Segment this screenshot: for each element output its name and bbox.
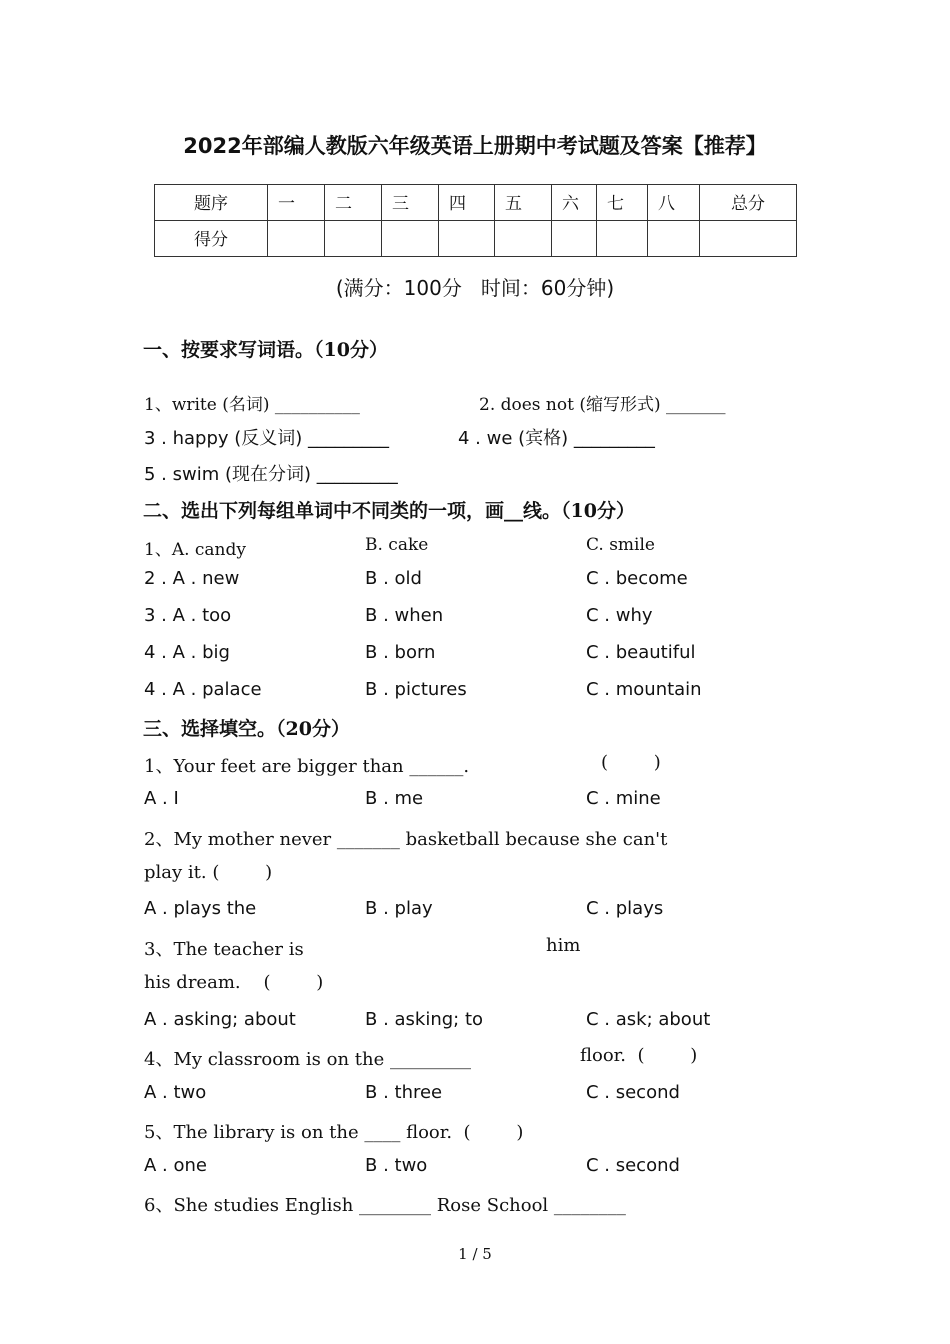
section3-q2-option-b: B . play xyxy=(365,898,433,919)
section3-q4-option-b: B . three xyxy=(365,1082,443,1103)
section3-q3-line1: 3、The teacher is xyxy=(144,939,304,960)
score-input-cell[interactable] xyxy=(268,221,325,257)
score-header-cell: 题序 xyxy=(155,185,268,221)
section3-q1-option-a: A . I xyxy=(144,788,179,809)
score-table-header-row xyxy=(155,185,797,221)
score-input-cell[interactable] xyxy=(597,221,648,257)
section3-q4-option-a: A . two xyxy=(144,1082,207,1103)
section3-q1-option-b: B . me xyxy=(365,788,424,809)
full-score-note: (满分：100分 时间：60分钟) xyxy=(335,276,615,300)
score-header-cell: 四 xyxy=(439,185,495,221)
section1-q5: 5 . swim (现在分词) _________ xyxy=(144,464,398,485)
score-header-cell: 八 xyxy=(648,185,700,221)
section1-q2: 2. does not (缩写形式) _______ xyxy=(479,395,726,415)
section3-q1-text: 1、Your feet are bigger than ______. xyxy=(144,756,470,777)
section3-q1-option-c: C . mine xyxy=(586,788,661,809)
score-table xyxy=(154,184,797,257)
section2-row2-c: C . become xyxy=(586,568,688,589)
section3-q2-option-a: A . plays the xyxy=(144,898,257,919)
section3-q3-line1-tail: him xyxy=(546,935,581,956)
section2-row3-b: B . when xyxy=(365,605,444,626)
section3-q1-answer-paren: ( ) xyxy=(601,752,661,773)
section3-q4-text: 4、My classroom is on the _________ xyxy=(144,1049,471,1070)
section2-row2-a: 2 . A . new xyxy=(144,568,240,589)
score-input-cell[interactable] xyxy=(382,221,439,257)
section2-row5-c: C . mountain xyxy=(586,679,702,700)
section3-q2-option-c: C . plays xyxy=(586,898,664,919)
section2-row3-c: C . why xyxy=(586,605,653,626)
score-table-score-row xyxy=(155,221,797,257)
section1-q3: 3 . happy (反义词) _________ xyxy=(144,428,390,449)
section2-row5-b: B . pictures xyxy=(365,679,467,700)
score-header-cell: 五 xyxy=(495,185,552,221)
section2-row4-c: C . beautiful xyxy=(586,642,696,663)
section2-row1-b: B. cake xyxy=(365,535,429,555)
section3-q5-option-b: B . two xyxy=(365,1155,428,1176)
section2-heading: 二、选出下列每组单词中不同类的一项，画__线。（10分） xyxy=(143,500,635,522)
section1-heading: 一、按要求写词语。（10分） xyxy=(143,339,388,361)
score-input-cell[interactable] xyxy=(552,221,597,257)
section2-row1-a: 1、A. candy xyxy=(144,540,246,560)
page-number: 1 / 5 xyxy=(458,1245,492,1263)
section2-row3-a: 3 . A . too xyxy=(144,605,232,626)
section3-q4-tail: floor. ( ) xyxy=(580,1045,698,1066)
section2-row4-b: B . born xyxy=(365,642,436,663)
score-header-cell: 三 xyxy=(382,185,439,221)
section3-q3-option-a: A . asking; about xyxy=(144,1009,296,1030)
section2-row2-b: B . old xyxy=(365,568,422,589)
section3-q2-line1: 2、My mother never _______ basketball because she can't xyxy=(144,829,668,850)
section3-q2-line2: play it. ( ) xyxy=(144,862,273,883)
score-input-cell[interactable] xyxy=(700,221,797,257)
section3-q3-line2: his dream. ( ) xyxy=(144,972,324,993)
score-row-label: 得分 xyxy=(155,221,268,257)
section2-row1-c: C. smile xyxy=(586,535,655,555)
score-header-cell: 总分 xyxy=(700,185,797,221)
score-input-cell[interactable] xyxy=(495,221,552,257)
section3-q5-text: 5、The library is on the ____ floor. ( ) xyxy=(144,1122,524,1143)
section2-row5-a: 4 . A . palace xyxy=(144,679,262,700)
section3-q4-option-c: C . second xyxy=(586,1082,680,1103)
section2-row4-a: 4 . A . big xyxy=(144,642,230,663)
score-input-cell[interactable] xyxy=(648,221,700,257)
section3-q5-option-c: C . second xyxy=(586,1155,680,1176)
section3-q5-option-a: A . one xyxy=(144,1155,207,1176)
score-header-cell: 七 xyxy=(597,185,648,221)
score-header-cell: 六 xyxy=(552,185,597,221)
score-input-cell[interactable] xyxy=(439,221,495,257)
section3-q6-text: 6、She studies English ________ Rose School ________ xyxy=(144,1195,626,1216)
section3-heading: 三、选择填空。（20分） xyxy=(143,718,350,740)
page-title: 2022年部编人教版六年级英语上册期中考试题及答案【推荐】 xyxy=(183,134,767,158)
section3-q3-option-c: C . ask; about xyxy=(586,1009,711,1030)
score-input-cell[interactable] xyxy=(325,221,382,257)
score-header-cell: 二 xyxy=(325,185,382,221)
score-header-cell: 一 xyxy=(268,185,325,221)
section3-q3-option-b: B . asking; to xyxy=(365,1009,484,1030)
section1-q4: 4 . we (宾格) _________ xyxy=(458,428,655,449)
section1-q1: 1、write (名词) __________ xyxy=(144,395,360,415)
